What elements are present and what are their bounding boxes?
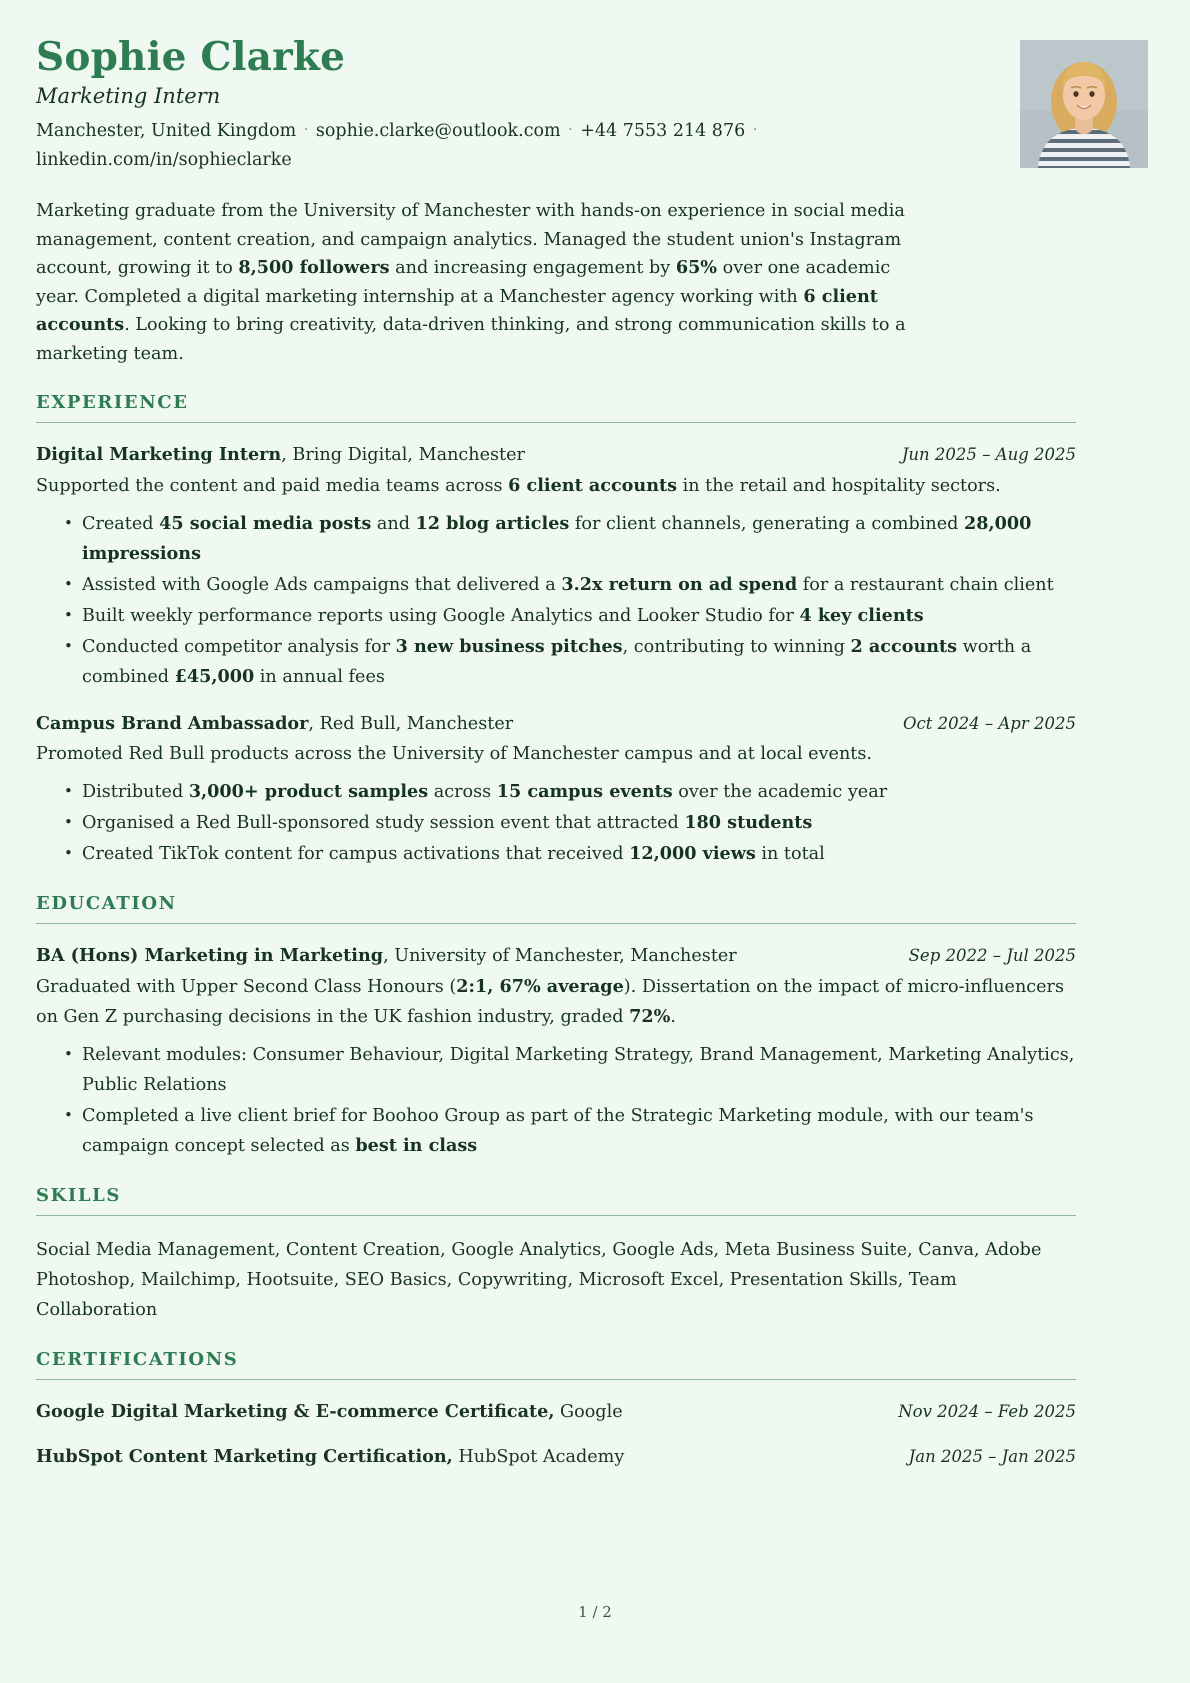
list-item: • Created TikTok content for campus activations that received 12,000 views in total xyxy=(64,839,1076,869)
certification-row xyxy=(36,1444,1076,1470)
entry-header xyxy=(36,442,1076,468)
contact-separator-icon: · xyxy=(752,122,758,138)
section-title-skills: SKILLS xyxy=(36,1185,121,1206)
entry-organisation: , Bring Digital, Manchester xyxy=(281,445,525,465)
skills-list: Social Media Management, Content Creation, Google Analytics, Google Ads, Meta Business Suite, Canva, Adobe Photoshop, Mailchimp, Hootsuite, SEO Basics, Copywriting, Microsoft Excel, Presentation Skills, Team Collaboration xyxy=(36,1240,1042,1320)
section-divider xyxy=(36,923,1076,924)
entry-organisation: , University of Manchester, Manchester xyxy=(383,946,737,966)
resume-header xyxy=(36,34,1076,175)
emphasis: 2:1, 67% average xyxy=(456,976,624,997)
section-experience xyxy=(36,392,1076,869)
emphasis: 72% xyxy=(629,1006,671,1027)
certification-name xyxy=(36,1444,624,1470)
entry-role: Campus Brand Ambassador xyxy=(36,713,309,734)
emphasis: 45 social media posts xyxy=(159,513,372,534)
emphasis: 65% xyxy=(675,257,718,278)
certification-title: Google Digital Marketing & E-commerce Certificate, xyxy=(36,1401,555,1422)
entry-role: BA (Hons) Marketing in Marketing xyxy=(36,945,384,966)
certification-issuer: HubSpot Academy xyxy=(452,1447,625,1467)
entry-organisation: , Red Bull, Manchester xyxy=(308,714,514,734)
contact-separator-icon: · xyxy=(303,122,309,138)
entry-date: Jun 2025 – Aug 2025 xyxy=(901,445,1076,464)
entry-description: Graduated with Upper Second Class Honours (2:1, 67% average). Dissertation on the impact of micro-influencers on Gen Z purchasing decisions in the UK fashion industry, graded 72%. xyxy=(36,976,1064,1027)
job-title: Marketing Intern xyxy=(36,84,221,108)
entry-role: Digital Marketing Intern xyxy=(36,444,282,465)
list-item: • Completed a live client brief for Boohoo Group as part of the Strategic Marketing module, with our team's campaign concept selected as best in class xyxy=(64,1101,1076,1161)
certification-name xyxy=(36,1399,623,1425)
certification-title: HubSpot Content Marketing Certification, xyxy=(36,1446,453,1467)
emphasis: 15 campus events xyxy=(496,781,673,802)
section-skills xyxy=(36,1185,1076,1325)
list-item: • Organised a Red Bull-sponsored study session event that attracted 180 students xyxy=(64,808,1076,838)
emphasis: £45,000 xyxy=(174,666,255,687)
entry-description: Supported the content and paid media teams across 6 client accounts in the retail and hospitality sectors. xyxy=(36,475,1001,496)
entry-date: Oct 2024 – Apr 2025 xyxy=(903,714,1076,733)
entry-header xyxy=(36,711,1076,737)
contact-email[interactable]: sophie.clarke@outlook.com xyxy=(315,121,561,141)
entry-description: Promoted Red Bull products across the University of Manchester campus and at local events. xyxy=(36,744,872,764)
list-item: • Built weekly performance reports using Google Analytics and Looker Studio for 4 key clients xyxy=(64,601,1076,631)
page-title: Sophie Clarke xyxy=(36,34,346,80)
entry-heading xyxy=(36,711,513,737)
contact-location: Manchester, United Kingdom xyxy=(36,121,297,141)
emphasis: 8,500 followers xyxy=(238,257,390,278)
summary-paragraph: Marketing graduate from the University of Manchester with hands-on experience in social media management, content creation, and campaign analytics. Managed the student union's Instagram account, growing it to 8,500 followers and increasing engagement by 65% over one academic year. Completed a digital marketing internship at a Manchester agency working with 6 client accounts. Looking to bring creativity, data-driven thinking, and strong communication skills to a marketing team. xyxy=(36,201,906,364)
certification-row xyxy=(36,1399,1076,1425)
list-item: • Created 45 social media posts and 12 blog articles for client channels, generating a combined 28,000 impressions xyxy=(64,509,1076,569)
list-item: • Relevant modules: Consumer Behaviour, Digital Marketing Strategy, Brand Management, Marketing Analytics, Public Relations xyxy=(64,1040,1076,1100)
entry-bullet-list xyxy=(36,1040,1076,1161)
emphasis: best in class xyxy=(355,1135,478,1156)
entry xyxy=(36,711,1076,869)
emphasis: 12 blog articles xyxy=(415,513,570,534)
emphasis: 28,000 impressions xyxy=(82,513,1032,564)
contact-phone[interactable]: +44 7553 214 876 xyxy=(580,121,746,141)
contact-line xyxy=(36,116,836,175)
emphasis: 3.2x return on ad spend xyxy=(561,574,798,595)
entry-bullet-list xyxy=(36,509,1076,692)
contact-separator-icon: · xyxy=(568,122,573,138)
emphasis: 6 client accounts xyxy=(508,475,678,496)
certification-issuer: Google xyxy=(554,1402,623,1422)
section-certifications xyxy=(36,1349,1076,1470)
entry-bullet-list xyxy=(36,777,1076,869)
contact-linkedin[interactable]: linkedin.com/in/sophieclarke xyxy=(36,150,292,170)
section-divider xyxy=(36,422,1076,423)
entry-heading xyxy=(36,943,737,969)
certification-date: Nov 2024 – Feb 2025 xyxy=(898,1402,1076,1421)
section-title-education: EDUCATION xyxy=(36,893,177,914)
section-title-experience: EXPERIENCE xyxy=(36,392,189,413)
emphasis: 3,000+ product samples xyxy=(188,781,429,802)
avatar xyxy=(1020,40,1148,168)
list-item: • Assisted with Google Ads campaigns that delivered a 3.2x return on ad spend for a restaurant chain client xyxy=(64,570,1076,600)
certifications-container xyxy=(36,1399,1076,1470)
entry-date: Sep 2022 – Jul 2025 xyxy=(908,946,1076,965)
emphasis: 2 accounts xyxy=(850,636,958,657)
section-divider xyxy=(36,1379,1076,1380)
emphasis: 3 new business pitches xyxy=(395,636,623,657)
list-item: • Distributed 3,000+ product samples across 15 campus events over the academic year xyxy=(64,777,1076,807)
entry-heading xyxy=(36,442,525,468)
emphasis: 4 key clients xyxy=(799,605,924,626)
entry xyxy=(36,442,1076,692)
certification-date: Jan 2025 – Jan 2025 xyxy=(908,1447,1076,1466)
emphasis: 6 client accounts xyxy=(36,285,878,335)
emphasis: 12,000 views xyxy=(629,843,756,864)
section-title-certifications: CERTIFICATIONS xyxy=(36,1349,239,1370)
section-education xyxy=(36,893,1076,1161)
sections-container xyxy=(36,392,1076,1161)
entry-header xyxy=(36,943,1076,969)
entry xyxy=(36,943,1076,1161)
profile-photo-icon xyxy=(1020,40,1148,168)
section-divider xyxy=(36,1215,1076,1216)
page-indicator: 1 / 2 xyxy=(578,1603,612,1621)
list-item: • Conducted competitor analysis for 3 new business pitches, contributing to winning 2 accounts worth a combined £45,000 in annual fees xyxy=(64,632,1076,692)
emphasis: 180 students xyxy=(684,812,813,833)
